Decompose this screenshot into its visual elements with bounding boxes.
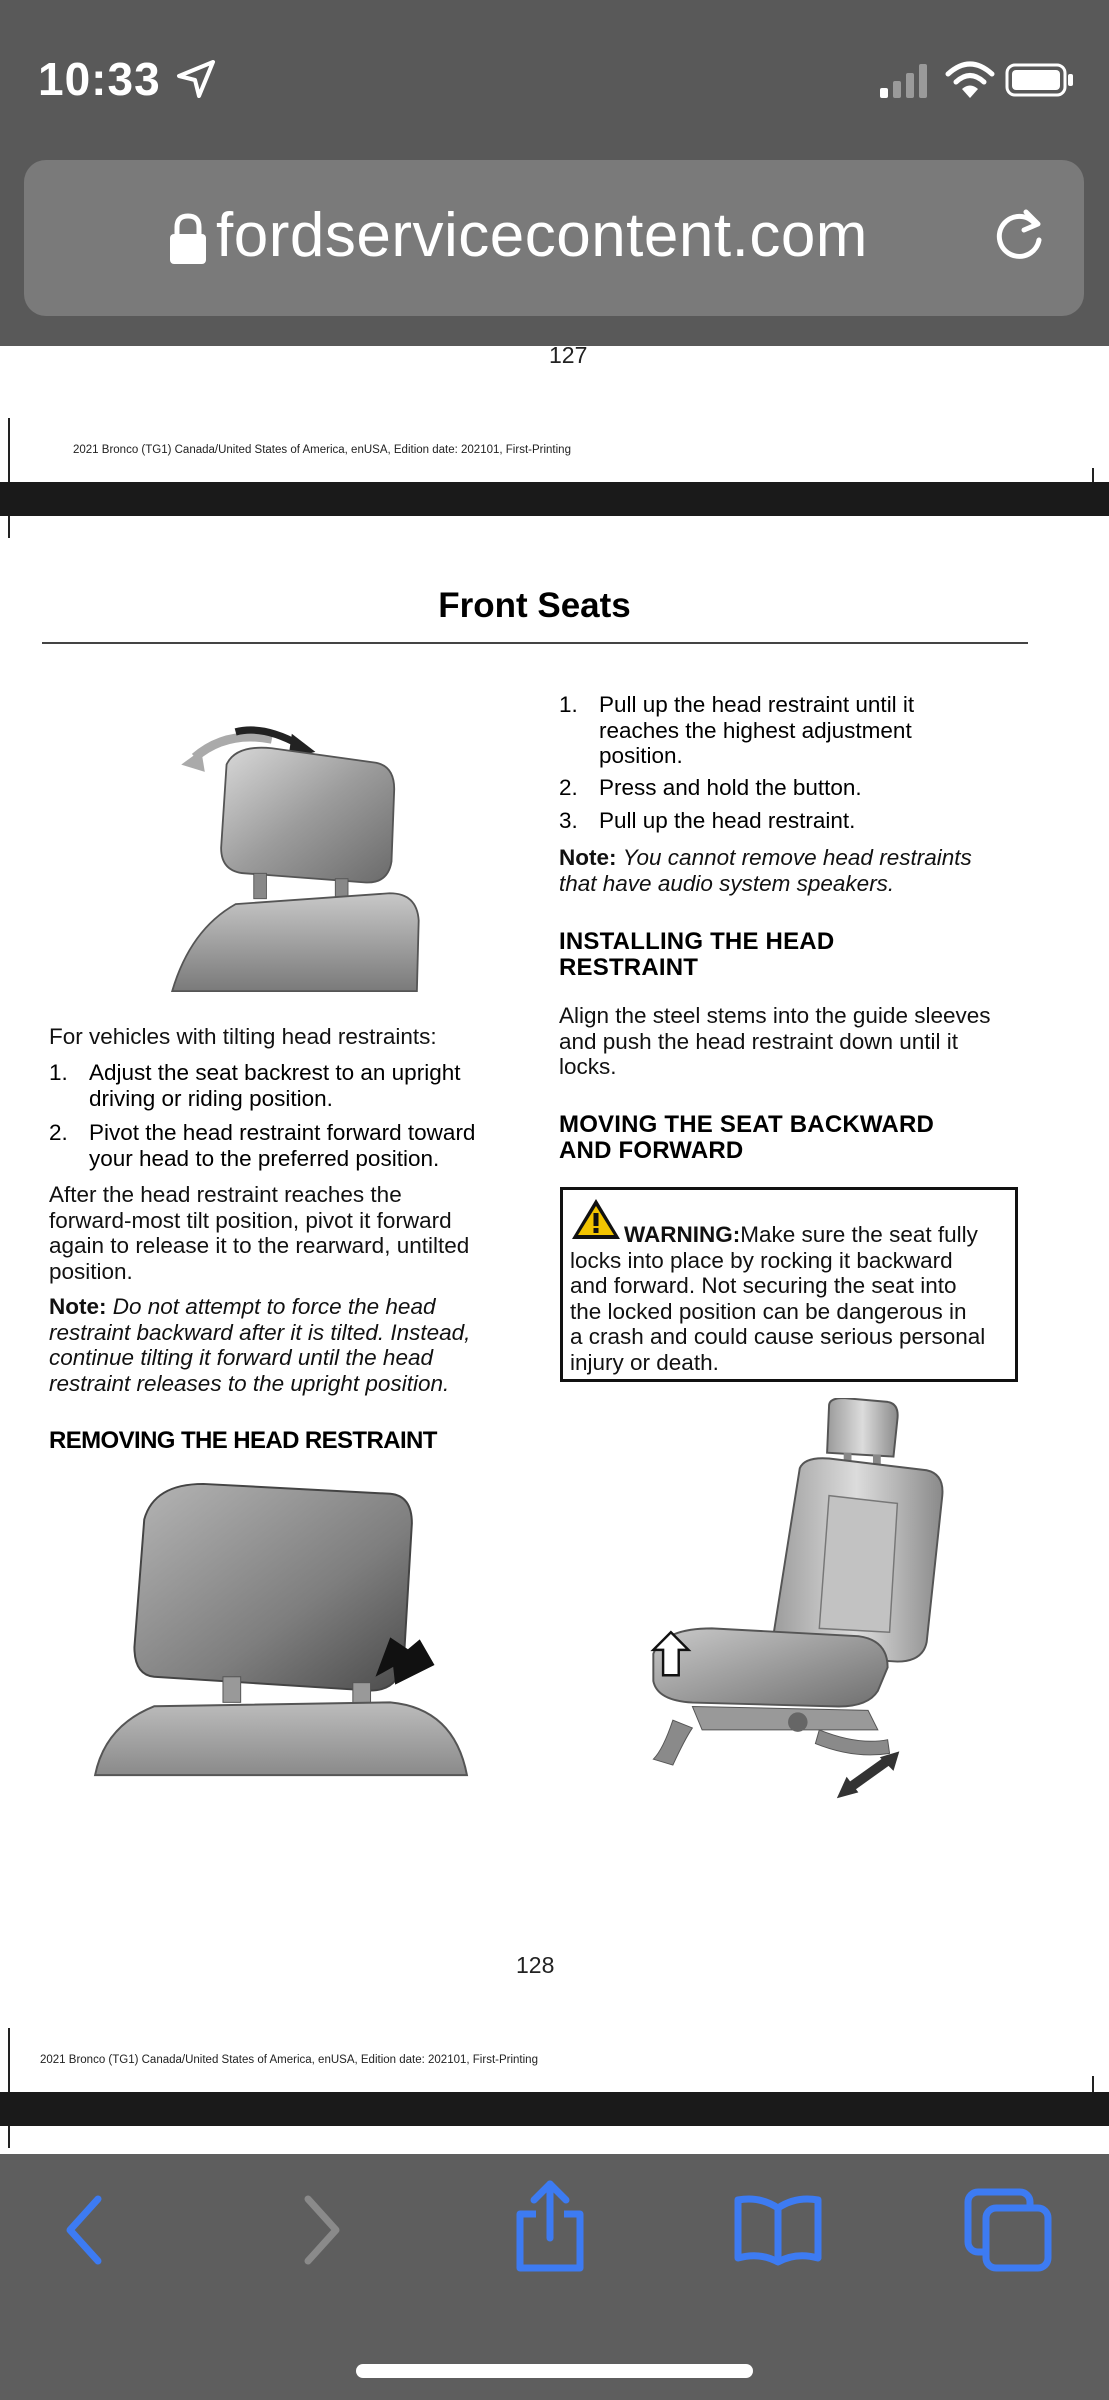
- back-icon[interactable]: [62, 2195, 106, 2265]
- text-line: Make sure the seat fully: [740, 1222, 978, 1247]
- text-line: position.: [49, 1258, 133, 1284]
- tilt-release-paragraph: [49, 1182, 469, 1284]
- page-separator-band: [0, 482, 1109, 516]
- list-item-text: [599, 692, 914, 769]
- url-text[interactable]: fordservicecontent.com: [216, 201, 868, 270]
- text-line: Adjust the seat backrest to an upright: [89, 1060, 461, 1085]
- text-line: driving or riding position.: [89, 1085, 333, 1111]
- text-line: Do not attempt to force the head: [112, 1294, 436, 1319]
- warning-text: [570, 1222, 985, 1375]
- section-title: Front Seats: [438, 586, 631, 625]
- list-number: 3.: [559, 808, 578, 833]
- speaker-note: [559, 845, 972, 896]
- text-line: restraint releases to the upright position.: [49, 1370, 450, 1396]
- heading-moving-seat: [559, 1112, 934, 1164]
- text-line: continue tilting it forward until the head: [49, 1345, 433, 1370]
- text-line: Align the steel stems into the guide sleeves: [559, 1003, 991, 1028]
- bookmarks-icon[interactable]: [732, 2194, 824, 2266]
- head-restraint-button-illustration: [92, 1480, 472, 1785]
- location-arrow-icon: [175, 58, 217, 100]
- cellular-signal-icon: [878, 62, 930, 98]
- page-footer-top: 2021 Bronco (TG1) Canada/United States of America, enUSA, Edition date: 202101, First-Printing: [73, 444, 571, 456]
- heading-installing-head-restraint: [559, 929, 834, 981]
- tilt-note: [49, 1294, 470, 1396]
- page-number-top: 127: [549, 342, 588, 368]
- note-label: Note:: [559, 845, 617, 870]
- text-line: locks.: [559, 1054, 617, 1079]
- note-label: Note:: [49, 1294, 107, 1319]
- text-line: RESTRAINT: [559, 954, 699, 981]
- battery-icon: [1005, 62, 1075, 98]
- list-item-text: [89, 1120, 475, 1171]
- list-number: 1.: [559, 692, 578, 717]
- list-item-text: [599, 775, 862, 801]
- text-line: Pivot the head restraint forward toward: [89, 1120, 476, 1145]
- text-line: and push the head restraint down until it: [559, 1028, 959, 1054]
- text-line: Pull up the head restraint.: [599, 808, 856, 833]
- text-line: your head to the preferred position.: [89, 1145, 440, 1171]
- list-number: 2.: [49, 1120, 68, 1145]
- text-line: INSTALLING THE HEAD: [559, 928, 835, 955]
- list-item-text: [89, 1060, 460, 1111]
- lock-icon: [168, 212, 208, 266]
- page-crop-mark: [8, 418, 10, 538]
- page-crop-mark: [8, 2028, 10, 2148]
- text-line: injury or death.: [570, 1349, 719, 1375]
- list-item-text: [599, 808, 855, 834]
- reload-icon[interactable]: [988, 206, 1050, 268]
- list-number: 2.: [559, 775, 578, 800]
- status-time: 10:33: [38, 53, 161, 105]
- page-separator-band: [0, 2092, 1109, 2126]
- tabs-icon[interactable]: [964, 2188, 1054, 2274]
- text-line: AND FORWARD: [559, 1137, 744, 1164]
- head-restraint-tilt-illustration: [140, 712, 440, 1002]
- text-line: You cannot remove head restraints: [622, 845, 972, 870]
- warning-label: WARNING:: [624, 1222, 741, 1247]
- list-number: 1.: [49, 1060, 68, 1085]
- text-line: Pull up the head restraint until it: [599, 692, 915, 717]
- forward-icon[interactable]: [300, 2195, 344, 2265]
- text-line: locks into place by rocking it backward: [570, 1247, 953, 1273]
- text-line: again to release it to the rearward, untilted: [49, 1233, 470, 1258]
- page-footer-bottom: 2021 Bronco (TG1) Canada/United States of America, enUSA, Edition date: 202101, First-Printing: [40, 2054, 538, 2066]
- share-icon[interactable]: [510, 2178, 590, 2274]
- text-line: reaches the highest adjustment: [599, 717, 912, 743]
- seat-adjustment-illustration: [630, 1398, 950, 1808]
- text-line: position.: [599, 743, 683, 768]
- text-line: the locked position can be dangerous in: [570, 1298, 967, 1324]
- home-indicator[interactable]: [356, 2364, 753, 2378]
- text-line: After the head restraint reaches the: [49, 1182, 402, 1207]
- text-line: Press and hold the button.: [599, 775, 862, 800]
- title-divider: [42, 642, 1028, 644]
- text-line: restraint backward after it is tilted. Instead,: [49, 1319, 471, 1345]
- heading-removing-head-restraint: REMOVING THE HEAD RESTRAINT: [49, 1427, 437, 1454]
- wifi-icon: [945, 60, 995, 100]
- installing-instructions: [559, 1003, 991, 1080]
- text-line: forward-most tilt position, pivot it forward: [49, 1207, 452, 1233]
- tilting-intro-text: For vehicles with tilting head restraints:: [49, 1024, 437, 1049]
- text-line: that have audio system speakers.: [559, 870, 895, 896]
- page-number-bottom: 128: [516, 1952, 555, 1978]
- text-line: a crash and could cause serious personal: [570, 1324, 986, 1349]
- text-line: MOVING THE SEAT BACKWARD: [559, 1111, 935, 1138]
- text-line: and forward. Not securing the seat into: [570, 1273, 957, 1298]
